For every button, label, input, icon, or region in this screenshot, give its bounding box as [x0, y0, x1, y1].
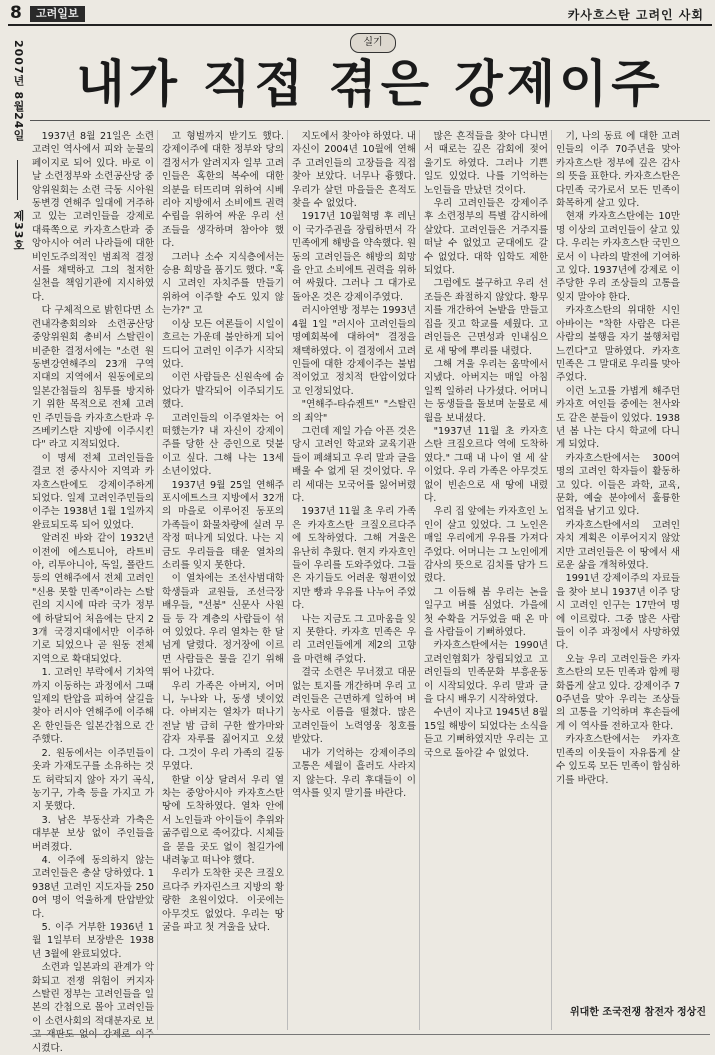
article-paragraph: 그럼에도 불구하고 우리 선조들은 좌절하지 않았다. 황무지를 개간하여 논밭을 만들고 집을 짓고 학교를 세웠다. 고려인들은 근면성과 인내심으로 새 땅에 뿌리를 내렸다. — [424, 278, 548, 357]
article-paragraph: "연해주-타슈켄트" "스탈린의 죄악" — [292, 399, 416, 424]
article-column-2 — [162, 130, 284, 1028]
article-paragraph: 카자흐스탄에서의 고려인 자치 계획은 이루어지지 않았지만 고려인들은 이 땅에서 새로운 삶을 개척하였다. — [556, 519, 680, 571]
article-paragraph: 4. 이주에 동의하지 않는 고려인들은 총살 당하였다. 1938년 고려인 지도자들 2500여 명이 억울하게 탄압받았다. — [32, 854, 154, 920]
article-paragraph: 현재 카자흐스탄에는 10만 명 이상의 고려인들이 살고 있다. 우리는 카자흐스탄 국민으로서 이 나라의 발전에 기여하고 있다. 1937년에 강제로 이주당한 우리 조상들의 고통을 잊지 말아야 한다. — [556, 211, 680, 303]
article-paragraph: 1917년 10월혁명 후 레닌이 국가주권을 장립하면서 각 민족에게 해방을 약속했다. 원동의 고려인들은 해방의 희망을 안고 소비에트 권력을 위하여 싸웠다. 그러나 그 대가로 돌아온 것은 강제이주였다. — [292, 211, 416, 303]
article-paragraph: 1937년 8월 21일은 소련 고려인 역사에서 피와 눈물의 페이지로 되어 있다. 바로 이날 소련정부와 소련공산당 중앙위원회는 소련 극동 시아원동변경 연해주 일대에 거주하고 있는 고려인들을 강제로 대륙쪽으로 카자흐스탄과 중앙아시아 여러 나라들에 대한 비인도주의적인 범죄적 결정서를 채택하고 그의 철저한 실천을 책임기관에 지시하였다. — [32, 131, 154, 303]
article-paragraph: 고 형벌까지 받기도 했다. 강제이주에 대한 정부와 당의 결정서가 알려지자 일부 고려인들은 혹한의 복수에 대한 의분을 터뜨리며 위하여 시베리아 지방에서 소비에트 권력 수립을 위하여 싸운 우리 선조들을 생각하며 참아야 했다. — [162, 131, 284, 250]
article-paragraph: 알려진 바와 같이 1932년 이전에 에스토니아, 라트비아, 리투아니아, 독일, 폴란드 등의 연해주에서 전체 고려인 "신용 못할 민족"이라는 스탈린의 지시에 따라 국가 정부에 하달되어 처음에는 단지 23개 국경지대에서만 이주하기로 되었으나 곧 원동 전체 지역으로 확대되었다. — [32, 533, 154, 665]
article-paragraph: 기, 나의 동료 에 대한 고려인들의 이주 70주년을 맞아 카자흐스탄 정부에 깊은 감사의 뜻을 표한다. 카자흐스탄은 다민족 국가로서 모든 민족이 화목하게 살고 있다. — [556, 131, 680, 210]
article-paragraph: 그 이듬해 봄 우리는 논을 일구고 벼를 심었다. 가을에 첫 수확을 거두었을 때 온 마을 사람들이 기뻐하였다. — [424, 586, 548, 639]
page-header — [8, 0, 712, 26]
article-paragraph: 우리 가족은 아버지, 어머니, 누나와 나, 동생 넷이었다. 아버지는 열차가 떠나기 전날 밤 급히 구한 쌀가마와 감자 자루를 짊어지고 오셨다. 그것이 우리 가족의 길동무였다. — [162, 680, 284, 773]
page-number: 8 — [10, 3, 22, 23]
article-paragraph: 우리가 도착한 곳은 크질오르다주 카자린스크 지방의 황량한 초원이었다. 이곳에는 아무것도 없었다. 우리는 땅굴을 파고 첫 겨울을 났다. — [162, 868, 284, 933]
article-paragraph: 5. 이주 거부한 1936년 1월 1일부터 보장받은 1938년 3월에 완료되었다. — [32, 921, 154, 960]
article-column-3 — [292, 130, 416, 1028]
issue-number: 제33호 — [12, 210, 25, 252]
article-paragraph: 소련과 일본과의 관계가 악화되고 전쟁 위험이 커지자 스탈린 정부는 고려인들을 일본의 간첩으로 몰아 고려인들이 소련사회의 적대분자로 보 시켰다. — [32, 962, 154, 1054]
article-paragraph: 나는 지금도 그 고마움을 잊지 못한다. 카자흐 민족은 우리 고려인들에게 제2의 고향을 마련해 주었다. — [292, 613, 416, 665]
column-divider — [551, 130, 552, 1030]
article-paragraph: 1. 고려인 부락에서 기차역까지 이동하는 과정에서 그때 일제의 탄압을 피하여 살길을 찾아 러시아 연해주에 이주해 온 한인들은 일본간첩으로 간주했다. — [32, 667, 154, 746]
article-paragraph: 그러나 소수 지식층에서는 승용 희망을 품기도 했다. "혹시 고려인 자치주를 만들기 위하여 이주할 수도 있지 않는가?" 고 — [162, 251, 284, 317]
column-divider — [287, 130, 288, 1030]
article-paragraph: 카자흐스탄에서는 카자흐 민족의 이웃들이 자유롭게 살 수 있도록 모든 민족이 합심하기를 바란다. — [556, 734, 680, 786]
article-paragraph: 오늘 우리 고려인들은 카자흐스탄의 모든 민족과 함께 평화롭게 살고 있다. 강제이주 70주년을 맞아 우리는 조상들의 고통을 기억하며 후손들에게 이 역사를 전하고자 한다. — [556, 653, 680, 732]
article-paragraph: 2. 원동에서는 이주민들이 옷과 가재도구를 소유하는 것도 허락되지 않아 자기 곡식, 농기구, 가축 등을 가지고 가지 못했다. — [32, 747, 154, 813]
article-paragraph: 우리 집 앞에는 카자흐인 노인이 살고 있었다. 그 노인은 매일 우리에게 우유를 가져다 주었다. 어머니는 그 노인에게 감사의 뜻으로 김치를 담가 드렸다. — [424, 506, 548, 585]
article-paragraph: 카자흐스탄에서는 1990년 고려인협회가 창립되었고 고려인들의 민족문화 부흥운동이 시작되었다. 우리 말과 글을 다시 배우기 시작하였다. — [424, 640, 548, 706]
article-paragraph: 그해 겨울 우리는 움막에서 지냈다. 아버지는 매일 아침 일찍 일하러 나가셨다. 어머니는 동생들을 돌보며 눈물로 세월을 보내셨다. — [424, 358, 548, 424]
title-rule — [30, 120, 710, 121]
column-divider — [157, 130, 158, 1030]
article-paragraph: 러시아연방 정부는 1993년 4월 1일 "러시아 고려인들의 명예회복에 대하여" 결정을 채택하였다. 이 결정에서 고려인들에 대한 강제이주는 불법적이었고 정치적 탄압이었다고 인정되었다. — [292, 305, 416, 397]
article-paragraph: 우리 고려인들은 강제이주 후 소련정부의 특별 감시하에 살았다. 고려인들은 거주지를 떠날 수 없었고 군대에도 갈 수 없었다. 대학 입학도 제한되었다. — [424, 198, 548, 277]
article-paragraph: 이 열차에는 조선사범대학 학생들과 교원들, 조선극장 배우들, "선봉" 신문사 사원들 등 각 계층의 사람들이 섞여 있었다. 우리 열차는 한 달 넘게 달렸다. 정거장에 이르면 사람들은 물을 긷기 위해 뛰어 나갔다. — [162, 573, 284, 679]
article-column-5 — [556, 130, 680, 1000]
article-paragraph: 많은 흔적들을 찾아 다니면서 때로는 깊은 감회에 젖어 울기도 하였다. 그러나 기쁜 일도 있었다. 나를 기억하는 노인들을 만났던 것이다. — [424, 131, 548, 196]
bottom-rule — [30, 1034, 710, 1035]
article-column-4 — [424, 130, 548, 1028]
author-signature: 위대한 조국전쟁 참전자 정상진 — [569, 1007, 706, 1018]
column-divider — [419, 130, 420, 1030]
article-title: 내가 직접 겪은 강제이주 — [76, 55, 664, 113]
article-paragraph: 3. 남은 부동산과 가축은 대부분 보상 없이 주인들을 버려졌다. — [32, 814, 154, 853]
article-paragraph: 카자흐스탄의 위대한 시인 아바이는 "착한 사람은 다른 사람의 불행을 자기 불행처럼 느낀다"고 말하였다. 카자흐 민족은 그 말대로 우리를 맞아 주었다. — [556, 305, 680, 384]
article-paragraph: 1991년 강제이주의 자료들을 찾아 보니 1937년 이주 당시 고려인 인구는 17만여 명에 이르렀다. 그중 많은 사람들이 이주 과정에서 사망하였다. — [556, 573, 680, 652]
article-paragraph: 한달 이상 달려서 우리 열차는 중앙아시아 카자흐스탄 땅에 도착하였다. 열차 안에서 노인들과 아이들이 추위와 굶주림으로 죽어갔다. 시체들을 묻을 곳도 없이 철길가에 내려놓고 떠나야 했다. — [162, 774, 284, 866]
article-paragraph: 결국 소련은 무너졌고 대문 없는 토지를 개간하며 우리 고려인들은 근면하게 일하여 벼농사로 이름을 떨쳤다. 많은 고려인들이 노력영웅 칭호를 받았다. — [292, 667, 416, 746]
article-paragraph: 1937년 11월 초 우리 가족은 카자흐스탄 크질오르다주에 도착하였다. 그해 겨울은 유난히 추웠다. 현지 카자흐인들이 우리를 도와주었다. 그들은 자기들도 어려운 형편이었지만 빵과 우유를 나누어 주었다. — [292, 506, 416, 612]
side-divider — [17, 160, 18, 200]
article-paragraph: 이런 노고를 가볍게 해주던 카자흐 여인들 중에는 천사와도 같은 분들이 있었다. 1938년 봄 나는 다시 학교에 다니게 되었다. — [556, 385, 680, 451]
article-paragraph: 지도에서 찾아야 하였다. 내 자신이 2004년 10월에 연해주 고려인들의 고장들을 직접 찾아 보았다. 너무나 흉했다. 우리가 살던 마을들은 흔적도 찾을 수 없었다. — [292, 131, 416, 210]
article-paragraph: 이 명세 전체 고려인들을 결코 전 중사시아 지역과 카자흐스탄에도 강제이주하게 되었다. 일제 고려인주민들의 이주는 1938년 1월 1일까지 완료되도록 되어 있었다. — [32, 452, 154, 531]
newspaper-name: 고려일보 — [30, 6, 85, 22]
article-paragraph: 내가 기억하는 강제이주의 고통은 세월이 흘러도 사라지지 않는다. 우리 후대들이 이 역사를 잊지 말기를 바란다. — [292, 747, 416, 799]
article-paragraph: 1937년 9월 25일 연해주 포시에트스크 지방에서 32개의 마을로 이루어진 동포의 가족들이 화물차량에 실려 무작정 떠나게 되었다. 나는 지금도 우리들을 태운 열차의 소리를 잊지 못한다. — [162, 479, 284, 571]
article-paragraph: 수년이 지나고 1945년 8월 15일 해방이 되었다는 소식을 듣고 기뻐하였지만 우리는 고국으로 돌아갈 수 없었다. — [424, 707, 548, 759]
header-rule — [8, 24, 712, 26]
article-paragraph: 고려인들의 이주열차는 어떠했는가? 내 자신이 강제이주를 당한 산 증인으로 덧붙이고 싶다. 그해 나는 13세 소년이었다. — [162, 412, 284, 478]
article-paragraph: 이런 사람들은 신원속에 숨었다가 발각되어 이주되기도 했다. — [162, 372, 284, 411]
genre-badge: 실기 — [350, 33, 396, 53]
issue-date: 2007년 8월24일 — [12, 40, 25, 142]
section-title: 카사흐스탄 고려인 사회 — [567, 8, 704, 22]
article-paragraph: 이상 모든 여론들이 시일이 흐르는 가운데 불안하게 되어 드디어 고려인 이주가 시작되었다. — [162, 318, 284, 370]
article-column-1 — [32, 130, 154, 1054]
article-paragraph: "1937년 11월 초 카자흐스탄 크질오르다 역에 도착하였다." 그때 내 나이 열 세 살이었다. 우리 가족은 아무것도 없이 빈손으로 새 땅에 내렸다. — [424, 425, 548, 504]
article-paragraph: 카자흐스탄에서는 300여 명의 고려인 학자들이 활동하고 있다. 이들은 과학, 교육, 문화, 예술 분야에서 훌륭한 업적을 남기고 있다. — [556, 452, 680, 518]
side-date-strip — [8, 40, 26, 560]
article-paragraph: 다 구체적으로 밝힌다면 소련내각총회의와 소련공산당 중앙위원회 총비서 스탈린이 비준한 결정서에는 "소련 원동변강연해주의 23개 구역 지대의 지역에서 원동에로의 일본간첩들의 침투를 방지하기 위한 목적으로 전체 고려인 주민들을 카자흐스탄과 우즈베키스탄 지방에 이주시킨다" 라고 지적되었다. — [32, 305, 154, 451]
article-paragraph: 그런데 제일 가슴 아픈 것은 당시 고려인 학교와 교육기관들이 폐쇄되고 우리 말과 글을 배울 수 없게 된 것이었다. 우리 세대는 모국어를 잃어버렸다. — [292, 425, 416, 504]
